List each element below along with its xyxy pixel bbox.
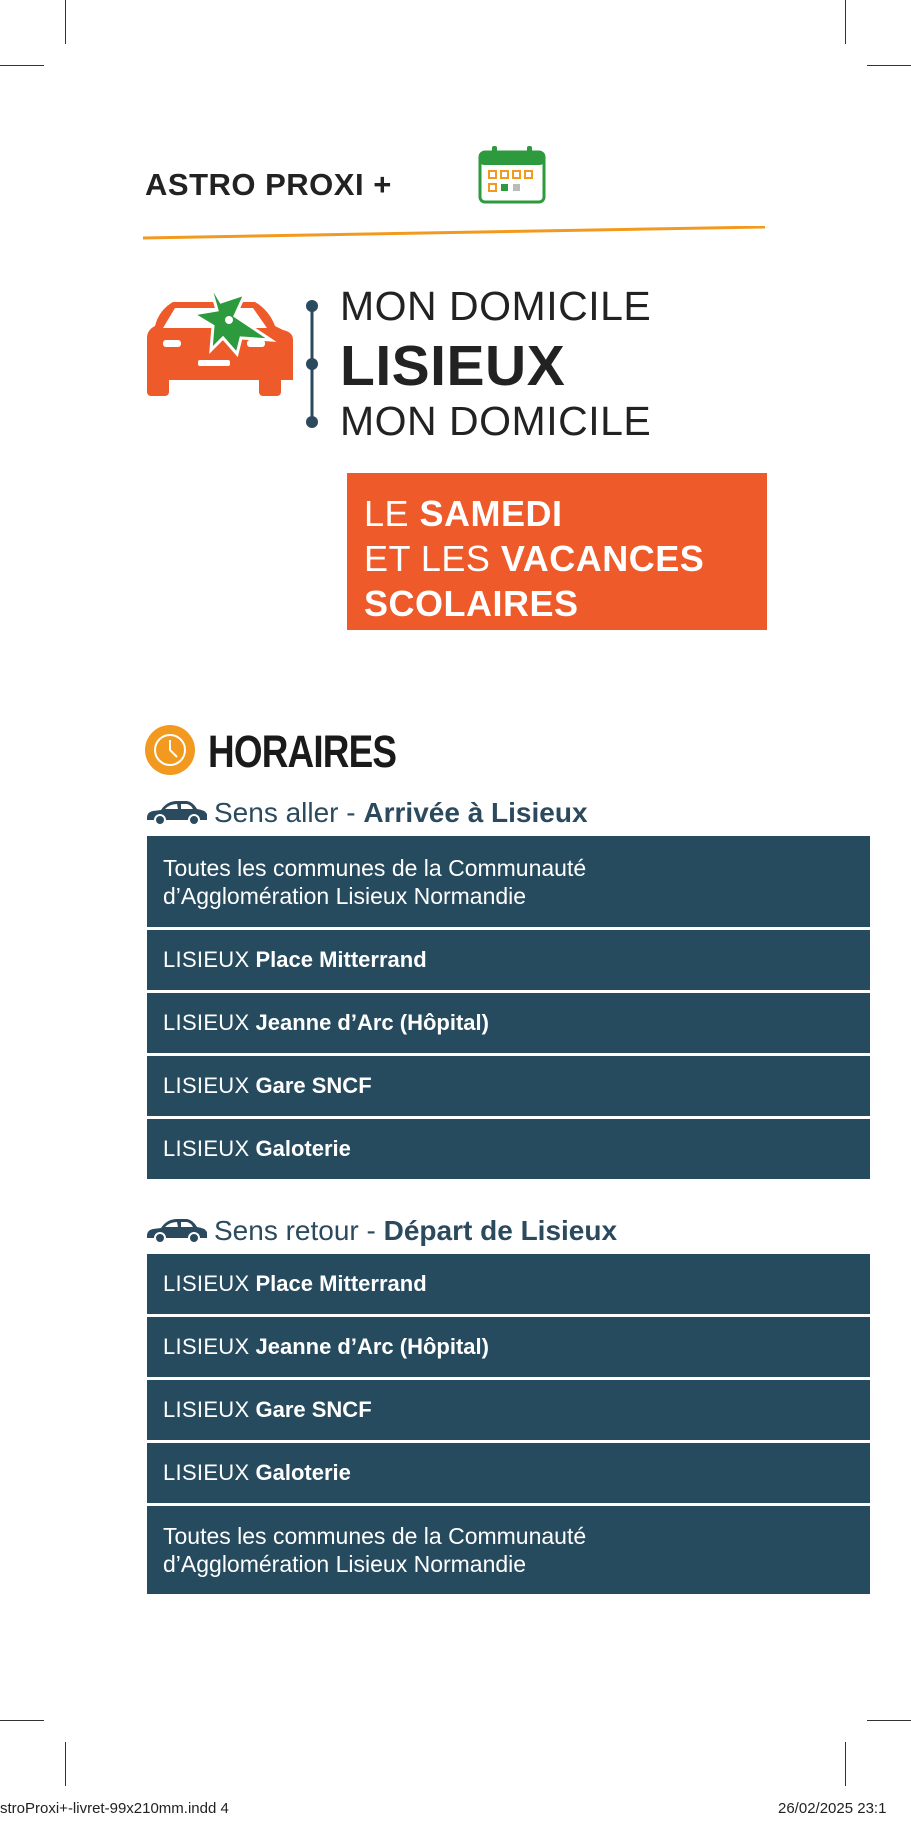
crop-mark (65, 1742, 66, 1786)
stop-place-mitterrand: LISIEUX Place Mitterrand (147, 1254, 870, 1314)
route-origin: MON DOMICILE (340, 283, 652, 329)
print-date: 26/02/2025 23:1 (778, 1800, 887, 1817)
brand-title: ASTRO PROXI + (145, 167, 392, 202)
route-line (305, 300, 319, 428)
print-filename: stroProxi+-livret-99x210mm.indd 4 (0, 1800, 229, 1817)
stop-communes: Toutes les communes de la Communauté d’Agglomération Lisieux Normandie (147, 836, 870, 927)
stops-retour (147, 1254, 870, 1597)
period-box (347, 473, 767, 630)
car-icon (145, 1216, 208, 1244)
crop-mark (0, 1720, 44, 1721)
period-line-2: ET LES VACANCES (364, 538, 705, 579)
stop-jeanne-darc: LISIEUX Jeanne d’Arc (Hôpital) (147, 1317, 870, 1377)
stop-galoterie: LISIEUX Galoterie (147, 1443, 870, 1503)
stop-gare-sncf: LISIEUX Gare SNCF (147, 1056, 870, 1116)
stop-jeanne-darc: LISIEUX Jeanne d’Arc (Hôpital) (147, 993, 870, 1053)
horaires-heading: HORAIRES (208, 726, 397, 777)
crop-mark (867, 1720, 911, 1721)
crop-mark (0, 65, 44, 66)
period-line-1: LE SAMEDI (364, 493, 563, 534)
section-retour-title: Sens retour - Départ de Lisieux (145, 1215, 617, 1247)
stop-galoterie: LISIEUX Galoterie (147, 1119, 870, 1179)
stop-gare-sncf: LISIEUX Gare SNCF (147, 1380, 870, 1440)
crop-mark (65, 0, 66, 44)
route-destination: LISIEUX (340, 334, 566, 398)
period-line-3: SCOLAIRES (364, 583, 579, 624)
crop-mark (867, 65, 911, 66)
stop-place-mitterrand: LISIEUX Place Mitterrand (147, 930, 870, 990)
crop-mark (845, 1742, 846, 1786)
calendar-icon (477, 144, 547, 204)
orange-rule (143, 226, 765, 240)
clock-icon (144, 724, 196, 776)
route-return: MON DOMICILE (340, 398, 652, 444)
crop-mark (845, 0, 846, 44)
stop-communes: Toutes les communes de la Communauté d’Agglomération Lisieux Normandie (147, 1506, 870, 1594)
car-icon (145, 798, 208, 826)
car-star-icon (143, 280, 293, 398)
stops-aller (147, 836, 870, 1182)
section-aller-title: Sens aller - Arrivée à Lisieux (145, 797, 588, 829)
